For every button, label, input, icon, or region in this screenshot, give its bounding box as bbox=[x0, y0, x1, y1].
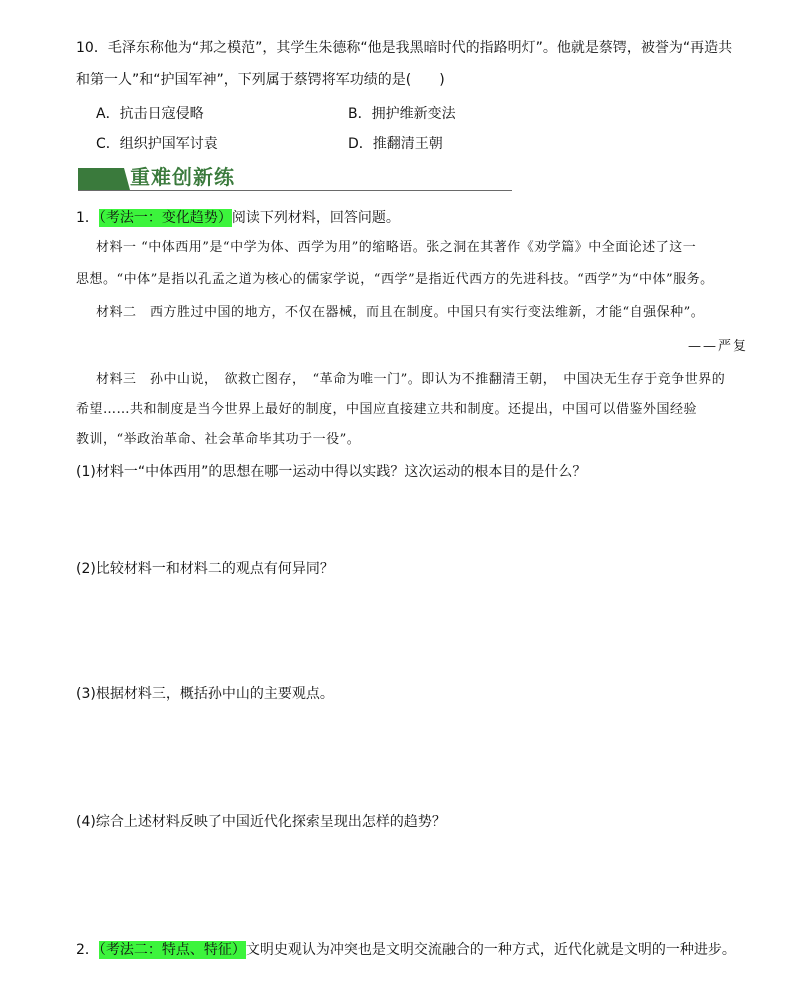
material-1-line-1: 材料一 “中体西用”是“中学为体、西学为用”的缩略语。张之洞在其著作《劝学篇》中全面论述了这一 bbox=[96, 240, 697, 255]
q1-header bbox=[76, 208, 400, 228]
q1-number: 1． bbox=[76, 210, 99, 226]
material-1-line-2: 思想。“中体”是指以孔孟之道为核心的儒家学说，“西学”是指近代西方的先进科技。“西学”为“中体”服务。 bbox=[76, 272, 714, 287]
q1-tag-highlight: （考法一：变化趋势） bbox=[98, 210, 232, 226]
material-2-source: ——严复 bbox=[687, 339, 748, 354]
q10-option-a: A．抗击日寇侵略 bbox=[96, 106, 204, 122]
q2-text: 文明史观认为冲突也是文明交流融合的一种方式，近代化就是文明的一种进步。 bbox=[245, 942, 736, 958]
q2-number: 2． bbox=[76, 942, 99, 958]
q1-subquestion-3: (3)根据材料三，概括孙中山的主要观点。 bbox=[76, 686, 334, 702]
q1-subquestion-1: (1)材料一“中体西用”的思想在哪一运动中得以实践？这次运动的根本目的是什么？ bbox=[76, 464, 587, 480]
q1-subquestion-4: (4)综合上述材料反映了中国近代化探索呈现出怎样的趋势？ bbox=[76, 814, 446, 830]
q10-stem-line-1: 10．毛泽东称他为“邦之模范”，其学生朱德称“他是我黑暗时代的指路明灯”。他就是蔡锷，被誉为“再造共 bbox=[76, 40, 733, 56]
q10-stem-line-2: 和第一人”和“护国军神”，下列属于蔡锷将军功绩的是( ) bbox=[76, 72, 445, 88]
material-3-line-3: 教训，“举政治革命、社会革命毕其功于一役”。 bbox=[76, 432, 361, 447]
q10-option-d: D．推翻清王朝 bbox=[348, 136, 443, 152]
q10-option-c: C．组织护国军讨袁 bbox=[96, 136, 218, 152]
q1-subquestion-2: (2)比较材料一和材料二的观点有何异同？ bbox=[76, 561, 334, 577]
q2-header bbox=[76, 940, 736, 960]
material-3-line-2: 希望……共和制度是当今世界上最好的制度，中国应直接建立共和制度。还提出，中国可以借鉴外国经验 bbox=[76, 402, 698, 417]
q2-tag-highlight: （考法二：特点、特征） bbox=[98, 942, 246, 958]
q10-option-b: B．拥护维新变法 bbox=[348, 106, 456, 122]
q1-prompt: 阅读下列材料，回答问题。 bbox=[231, 210, 400, 226]
section-divider bbox=[78, 190, 512, 191]
section-title: 重难创新练 bbox=[130, 165, 235, 189]
material-3-line-1: 材料三 孙中山说， 欲救亡图存， “革命为唯一门”。即认为不推翻清王朝， 中国决无生存于竞争世界的 bbox=[96, 372, 726, 387]
material-2-text: 材料二 西方胜过中国的地方，不仅在器械，而且在制度。中国只有实行变法维新，才能“自强保种”。 bbox=[96, 305, 705, 320]
